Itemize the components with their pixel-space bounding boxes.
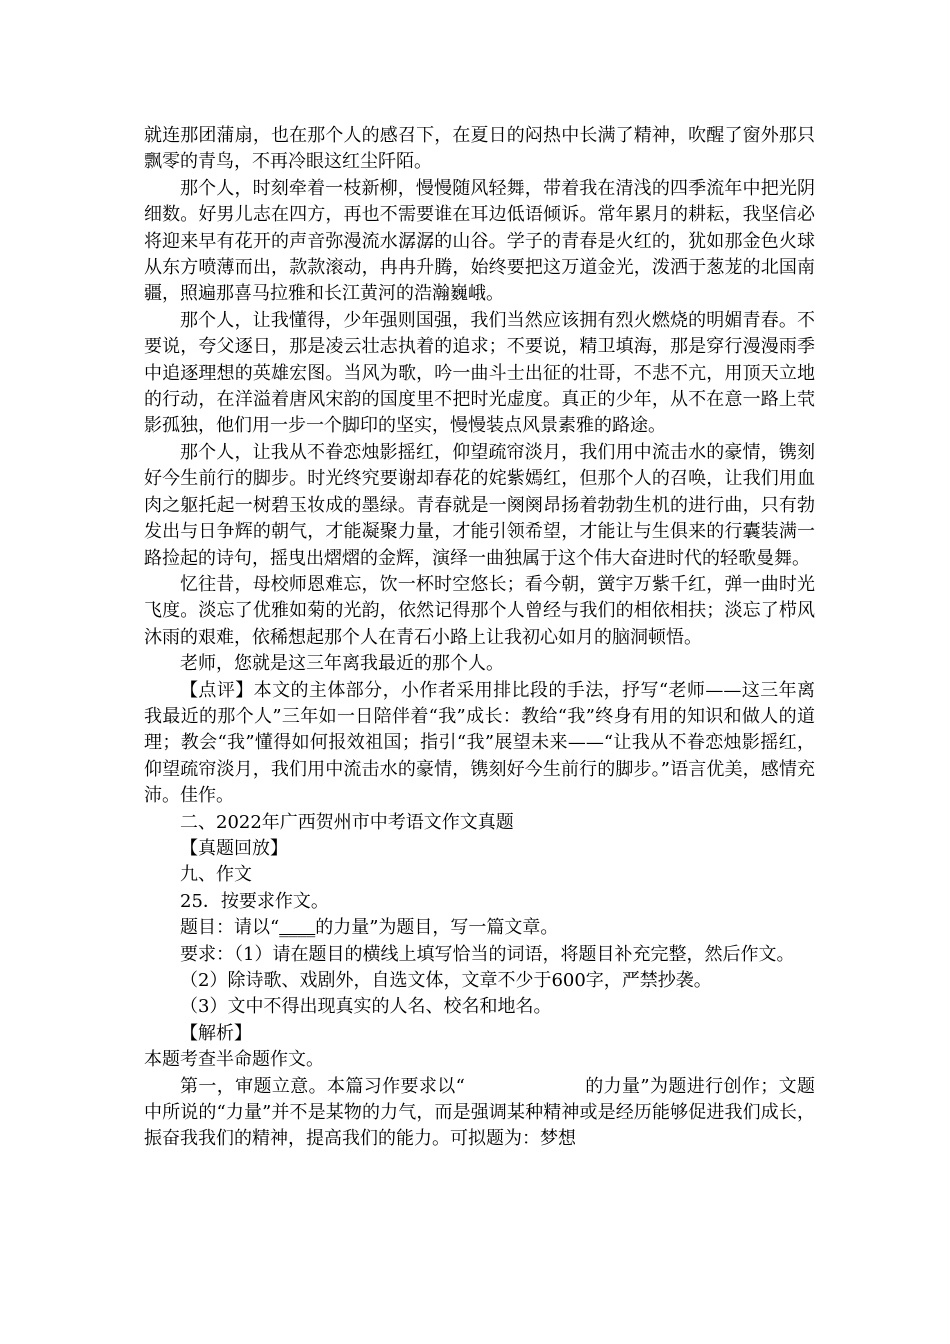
analysis-intro: 本题考查半命题作文。 xyxy=(144,1049,324,1071)
question-number: 25．按要求作文。 xyxy=(180,890,329,912)
analysis-paragraph xyxy=(144,1074,815,1153)
analysis-heading: 【解析】 xyxy=(180,1022,252,1044)
paragraph: 老师，您就是这三年离我最近的那个人。 xyxy=(180,653,504,675)
topic-blank: ____ xyxy=(279,917,316,939)
requirement: 要求：（1）请在题目的横线上填写恰当的词语，将题目补充完整，然后作文。 xyxy=(180,943,795,965)
paragraph: 那个人，让我从不眷恋烛影摇红，仰望疏帘淡月，我们用中流击水的豪情，镌刻好今生前行的脚步。时光终究要谢却春花的姹紫嫣红，但那个人的召唤，让我们用血肉之躯托起一树碧玉妆成的墨绿。青春就是一阕阕昂扬着勃勃生机的进行曲，只有勃发出与日争辉的朝气，才能凝聚力量，才能引领希望，才能让与生俱来的行囊装满一路捡起的诗句，摇曳出熠熠的金辉，演绎一曲独属于这个伟大奋进时代的轻歌曼舞。 xyxy=(144,441,815,569)
sub-heading: 【真题回放】 xyxy=(180,837,288,859)
topic-line xyxy=(144,915,815,941)
requirement: （3）文中不得出现真实的人名、校名和地名。 xyxy=(180,996,552,1018)
analysis-after: 的力量”为题进行创作；文题中所说的“力量”并不是某物的力气，而是强调某种精神或是经历能够促进我们成长，振奋我我们的精神，提高我们的能力。可拟题为：梦想 xyxy=(144,1075,816,1150)
document-body xyxy=(144,123,815,1153)
paragraph: 忆往昔，母校师恩难忘，饮一杯时空悠长；看今朝，黉宇万紫千红，弹一曲时光飞度。淡忘了优雅如菊的光韵，依然记得那个人曾经与我们的相依相扶；淡忘了栉风沐雨的艰难，依稀想起那个人在青石小路上让我初心如月的脑洞顿悟。 xyxy=(144,573,815,648)
paragraph: 那个人，让我懂得，少年强则国强，我们当然应该拥有烈火燃烧的明媚青春。不要说，夸父逐日，那是凌云壮志执着的追求；不要说，精卫填海，那是穿行漫漫雨季中追逐理想的英雄宏图。当风为歌，吟一曲斗士出征的壮哥，不悲不亢，用顶天立地的行动，在洋溢着唐风宋韵的国度里不把时光虚度。真正的少年，从不在意一路上茕影孤独，他们用一步一个脚印的坚实，慢慢装点风景素雅的路途。 xyxy=(144,309,815,437)
sub-heading: 九、作文 xyxy=(180,864,252,886)
comment-paragraph: 【点评】本文的主体部分，小作者采用排比段的手法，抒写“老师——这三年离我最近的那个人”三年如一日陪伴着“我”成长：教给“我”终身有用的知识和做人的道理；教会“我”懂得如何报效祖国；指引“我”展望未来——“让我从不眷恋烛影摇红，仰望疏帘淡月，我们用中流击水的豪情，镌刻好今生前行的脚步。”语言优美，感情充沛。佳作。 xyxy=(144,679,815,807)
paragraph: 那个人，时刻牵着一枝新柳，慢慢随风轻舞，带着我在清浅的四季流年中把光阴细数。好男儿志在四方，再也不需要谁在耳边低语倾诉。常年累月的耕耘，我坚信必将迎来早有花开的声音弥漫流水潺潺的山谷。学子的青春是火红的，犹如那金色火球从东方喷薄而出，款款滚动，冉冉升腾，始终要把这万道金光，泼洒于葱茏的北国南疆，照遍那喜马拉雅和长江黄河的浩瀚巍峨。 xyxy=(144,177,815,305)
requirement: （2）除诗歌、戏剧外，自选文体，文章不少于600字，严禁抄袭。 xyxy=(180,970,712,991)
paragraph: 就连那团蒲扇，也在那个人的感召下，在夏日的闷热中长满了精神，吹醒了窗外那只飘零的青鸟，不再冷眼这红尘阡陌。 xyxy=(144,125,815,173)
section-heading: 二、2022年广西贺州市中考语文作文真题 xyxy=(180,811,514,833)
topic-after: 的力量”为题目，写一篇文章。 xyxy=(315,917,559,939)
analysis-before: 第一，审题立意。本篇习作要求以“ xyxy=(180,1075,465,1097)
topic-before: 题目：请以“ xyxy=(180,917,280,939)
